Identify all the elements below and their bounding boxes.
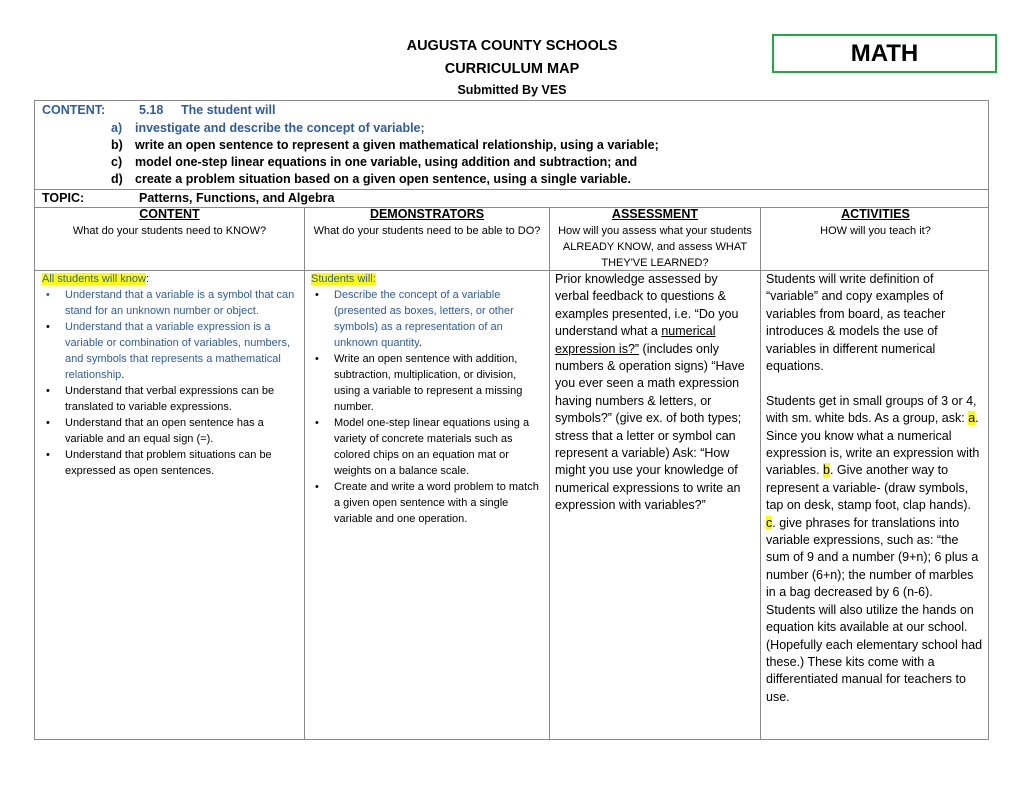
column-subtitle: What do your students need to KNOW?: [72, 225, 267, 237]
demo-intro: [311, 271, 541, 287]
objective-c: [111, 154, 637, 172]
text: . give phrases for translations into variable expressions, such as: “the sum of 9 and a number (9+n); 6 plus a number (6+n); the number of marbles in a bag decreased by 6 (n-6).: [766, 515, 979, 600]
assessment-text: (includes only numbers & operation signs) “Have you ever seen a math expression having numbers & letters, or symbols?” (give ex. of both types; stress that a letter or symbol can represent a variable) Ask: “How might you use your knowledge of numerical expressions to write an expression with variables?”: [555, 341, 745, 513]
text: . Give another way to represent a variable- (draw symbols, tap on desk, stamp foot, clap hands).: [766, 463, 971, 513]
column-title-content: CONTENT: [139, 207, 200, 221]
item-text: Describe the concept of a variable (presented as boxes, letters, or other symbols) as a representation of an unknown quantity: [334, 289, 514, 349]
item-period: .: [418, 337, 422, 349]
highlight: All students will know: [42, 273, 146, 285]
column-title-demonstrators: DEMONSTRATORS: [369, 207, 485, 221]
divider: [304, 207, 305, 739]
school-name: AUGUSTA COUNTY SCHOOLS: [406, 38, 618, 54]
objective-letter: c): [111, 155, 123, 169]
marker-c: c: [766, 515, 773, 530]
assessment-column: [555, 271, 751, 515]
objective-letter: d): [111, 172, 123, 186]
content-list: [42, 287, 300, 479]
activities-para-2: [766, 393, 984, 602]
marker-a: a: [968, 411, 976, 426]
demo-list: [311, 287, 541, 527]
list-item: • Understand that an open sentence has a variable and an equal sign (=).: [65, 415, 300, 447]
text: . Since you know what a numerical expression is, write an expression with variables.: [766, 411, 980, 478]
content-label: CONTENT:: [42, 103, 106, 117]
content-intro: [42, 271, 300, 287]
item-period: .: [121, 369, 125, 381]
objective-text: write an open sentence to represent a given mathematical relationship, using a variable;: [135, 138, 659, 152]
list-item: • Create and write a word problem to match a given open sentence with a single variable and one operation.: [334, 479, 541, 527]
content-column: [42, 271, 300, 479]
assessment-text: Prior knowledge assessed by verbal feedback to questions & examples presented, i.e. “Do you understand what a: [555, 272, 739, 339]
list-item: [334, 287, 541, 351]
objective-letter: b): [111, 138, 123, 152]
document-title: CURRICULUM MAP: [444, 61, 580, 77]
text: Students get in small groups of 3 or 4, with sm. white bds. As a group, ask:: [766, 393, 977, 426]
marker-b: b: [822, 463, 830, 478]
column-title-activities: ACTIVITIES: [841, 207, 910, 221]
highlight: Students will:: [311, 273, 376, 285]
demonstrators-column: [311, 271, 541, 527]
spacer: [766, 375, 984, 392]
objective-d: [111, 171, 631, 189]
subject-box: MATH: [772, 34, 997, 73]
list-item: • Understand that problem situations can be expressed as open sentences.: [65, 447, 300, 479]
list-item: • Model one-step linear equations using a variety of concrete materials such as colored chips on an equation mat or weights on a balance scale.: [334, 415, 541, 479]
objective-b: [111, 137, 659, 155]
objective-text: investigate and describe the concept of variable;: [135, 121, 425, 135]
activities-column: [766, 271, 984, 706]
assessment-underlined: numerical expression is?”: [555, 324, 716, 356]
column-title-assessment: ASSESSMENT: [611, 207, 699, 221]
activities-para-1: Students will write definition of “variable” and copy examples of variables from board, as teacher introduces & models the use of variables in different numerical equations.: [766, 272, 946, 374]
list-item: • Write an open sentence with addition, subtraction, multiplication, or division, using a variable to represent a missing number.: [334, 351, 541, 415]
list-item: • Understand that verbal expressions can be translated to variable expressions.: [65, 383, 300, 415]
topic-label: TOPIC:: [42, 191, 85, 205]
list-item: [65, 319, 300, 383]
list-item: • Understand that a variable is a symbol that can stand for an unknown number or object.: [65, 287, 300, 319]
column-subtitle: HOW will you teach it?: [820, 225, 931, 237]
column-subtitle: How will you assess what your students ALREADY KNOW, and assess WHAT THEY'VE LEARNED?: [558, 225, 752, 269]
item-text: Understand that a variable expression is a variable or combination of variables, numbers, and symbols that represents a mathematical relationship: [65, 321, 291, 381]
divider: [35, 189, 988, 190]
submitted-by: Submitted By VES: [457, 83, 567, 97]
topic-value: Patterns, Functions, and Algebra: [139, 191, 335, 205]
sol-number: 5.18: [139, 103, 164, 117]
activities-para-3: Students will also utilize the hands on equation kits available at our school. (Hopefully each elementary school had these.) These kits come with a differentiated manual for teachers to use.: [766, 602, 983, 704]
objective-text: create a problem situation based on a given open sentence, using a single variable.: [135, 172, 631, 186]
objective-a: [111, 120, 425, 138]
divider: [760, 207, 761, 739]
column-subtitle: What do your students need to be able to DO?: [313, 225, 541, 237]
colon: :: [145, 273, 149, 285]
objective-letter: a): [111, 121, 123, 135]
objective-text: model one-step linear equations in one variable, using addition and subtraction; and: [135, 155, 638, 169]
divider: [549, 207, 550, 739]
sol-lead: The student will: [181, 103, 276, 117]
curriculum-table: [34, 100, 989, 740]
